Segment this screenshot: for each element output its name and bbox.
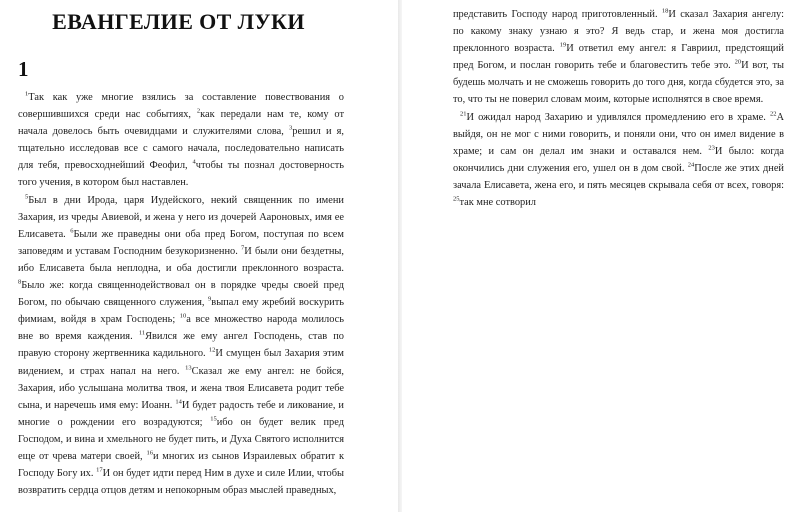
verse-number: 11 xyxy=(138,329,146,337)
verse-number: 19 xyxy=(559,41,567,49)
verse-text: Так как уже многие взялись за составление повествования о совершившихся среди нас событиях, xyxy=(18,92,344,121)
verse-text: И сказал Захария ангелу: по какому знаку узнаю я это? Я ведь стар, и жена моя достигла преклонного возраста. xyxy=(453,9,784,55)
verse-number: 16 xyxy=(146,449,153,457)
verse-number: 15 xyxy=(210,415,217,423)
verse-text: И смущен был Захария этим видением, и страх напал на него. xyxy=(18,348,344,377)
verse-text: чтобы ты познал достоверность того учения, в котором был наставлен. xyxy=(18,160,344,189)
book-title: ЕВАНГЕЛИЕ ОТ ЛУКИ xyxy=(52,9,305,34)
verse-text: И будет радость тебе и ликование, и многие о рождении его возрадуются; xyxy=(18,399,344,428)
verse-text: представить Господу народ приготовленный. xyxy=(453,9,662,20)
text-paragraph xyxy=(18,192,344,500)
text-paragraph xyxy=(18,89,344,192)
verse-number: 23 xyxy=(708,144,715,152)
verse-text: Явился же ему ангел Господень, став по правую сторону жертвенника кадильного. xyxy=(18,331,345,360)
verse-number: 5 xyxy=(25,193,29,201)
verse-number: 2 xyxy=(196,107,201,115)
verse-number: 4 xyxy=(192,158,196,166)
verse-number: 6 xyxy=(70,227,74,235)
verse-text: так мне сотворил xyxy=(459,197,536,209)
verse-number: 21 xyxy=(460,110,467,118)
verse-number: 9 xyxy=(208,295,212,303)
verse-number: 3 xyxy=(289,124,293,132)
verse-text: И он будет идти перед Ним в духе и силе Илии, чтобы возвратить сердца отцов детям и непокорным образ мыслей праведных, xyxy=(18,468,344,497)
verse-number: 24 xyxy=(687,161,695,169)
left-page-text xyxy=(18,89,344,499)
verse-text: как передали нам те, кому от начала довелось быть очевидцами и служителями слова, xyxy=(18,109,344,138)
verse-text: выпал ему жребий воскурить фимиам, войдя в храм Господень; xyxy=(18,297,344,326)
verse-text: решил и я, тщательно исследовав все с самого начала, последовательно написать для тебя, превосходнейший Феофил, xyxy=(18,126,344,172)
verse-number: 13 xyxy=(185,364,192,372)
verse-number: 20 xyxy=(734,58,742,66)
verse-text: После же этих дней зачала Елисавета, жена его, и пять месяцев скрывала себя от всех, говоря: xyxy=(453,162,784,191)
chapter-number: 1 xyxy=(18,57,29,81)
verse-text: И ожидал народ Захарию и удивлялся промедлению его в храме. xyxy=(466,111,770,123)
verse xyxy=(453,9,662,20)
verse-text: Сказал же ему ангел: не бойся, Захария, ибо услышана молитва твоя, и жена твоя Елисавета родит тебе сына, и наречешь имя ему: Иоанн. xyxy=(18,365,345,411)
verse-number: 17 xyxy=(96,466,103,474)
verse xyxy=(460,112,770,123)
verse-number: 25 xyxy=(453,195,460,203)
verse-text: Был в дни Ирода, царя Иудейского, некий священник по имени Захария, из чреды Авиевой, и жена у него из дочерей Аароновых, имя ее Елисавета. xyxy=(18,194,344,240)
right-page-text xyxy=(453,6,784,211)
verse-text: а все множество народа молилось вне во время каждения. xyxy=(18,314,344,343)
verse-number: 8 xyxy=(18,278,22,286)
verse-number: 18 xyxy=(661,7,669,15)
verse-number: 10 xyxy=(179,312,187,320)
verse xyxy=(453,197,536,208)
verse-number: 1 xyxy=(25,90,29,98)
verse-text: И были они бездетны, ибо Елисавета была неплодна, и оба достигли преклонного возраста. xyxy=(18,245,345,274)
verse-text: И было: когда окончились дни служения его, ушел он в дом свой. xyxy=(453,145,785,174)
text-paragraph xyxy=(453,6,784,109)
verse-text: ибо он будет велик пред Господом, и вина и хмельного не будет пить, и Духа Святого исполнится еще от чрева матери своей, xyxy=(18,416,344,462)
verse-number: 22 xyxy=(769,110,777,118)
verse-text: и многих из сынов Израилевых обратит к Господу Богу их. xyxy=(18,450,345,480)
verse-number: 7 xyxy=(241,244,245,252)
text-paragraph xyxy=(453,109,784,212)
verse-number: 12 xyxy=(208,346,216,354)
verse-text: И вот, ты будешь молчать и не сможешь говорить до того дня, когда сбудется это, за то, что ты не поверил словам моим, которые исполнятся в свое время. xyxy=(453,60,784,106)
verse-number: 14 xyxy=(175,398,182,406)
verse-text: И ответил ему ангел: я Гавриил, предстоящий пред Богом, и послан говорить тебе и благовестить тебе это. xyxy=(453,43,784,72)
verse-text: Было же: когда священнодействовал он в порядке чреды своей пред Богом, по обычаю священного служения, xyxy=(18,280,344,309)
verse-text: Были же праведны они оба пред Богом, поступая по всем заповедям и уставам Господним безукоризненно. xyxy=(18,228,344,257)
verse-text: А выйдя, он не мог с ними говорить, и поняли они, что он имел видение в храме; и сам он делал им знаки и оставался нем. xyxy=(453,111,784,157)
